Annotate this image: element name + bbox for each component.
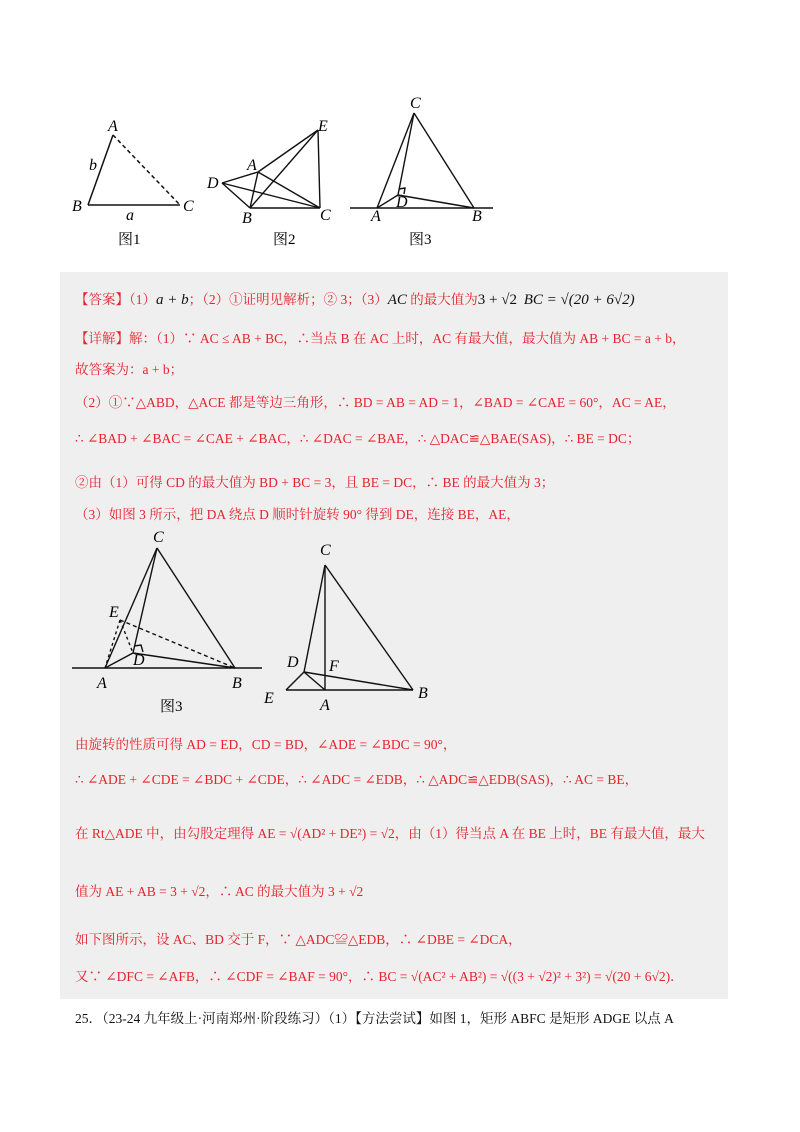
fig2-label-C: C [320, 207, 331, 224]
fig2-label-A: A [247, 157, 257, 174]
fig1-label-a: a [126, 207, 134, 224]
top-figures [0, 0, 800, 260]
line5: ∴ ∠BAD + ∠BAC = ∠CAE + ∠BAC，∴ ∠DAC = ∠BAE，∴ △DAC≌△BAE(SAS)，∴ BE = DC； [75, 431, 641, 446]
line6: ②由（1）可得 CD 的最大值为 BD + BC = 3，且 BE = DC，∴ BE 的最大值为 3； [75, 475, 555, 490]
answer-line [75, 288, 635, 309]
line2: 解：（1）∵ AC ≤ AB + BC，∴当点 B 在 AC 上时，AC 有最大值，最大值为 AB + BC = a + b， [129, 331, 686, 346]
fig3b-label-B: B [232, 675, 242, 692]
fig-right-label-B: B [418, 685, 428, 702]
line3: 故答案为：a + b； [75, 362, 184, 377]
detail-tag: 【详解】 [75, 331, 129, 346]
answer-p3-math: AC [387, 292, 407, 308]
figure-2 [222, 130, 320, 208]
line9: ∴ ∠ADE + ∠CDE = ∠BDC + ∠CDE，∴ ∠ADC = ∠EDB，∴ △ADC≌△EDB(SAS)，∴ AC = BE， [75, 772, 639, 787]
fig3b-label-C: C [153, 529, 164, 546]
answer-p1-math: a + b [156, 292, 189, 308]
fig3-label-D: D [396, 194, 408, 211]
fig-right-label-E: E [264, 690, 274, 707]
fig1-label-A: A [108, 118, 118, 135]
fig2-label-B: B [242, 210, 252, 227]
answer-p3-val: 3 + √2 [477, 292, 517, 308]
fig-right-label-C: C [320, 542, 331, 559]
fig1-label-B: B [72, 198, 82, 215]
answer-p2: ；（2）①证明见解析；② 3；（3） [188, 292, 388, 307]
line11: 值为 AE + AB = 3 + √2，∴ AC 的最大值为 3 + √2 [75, 884, 364, 899]
answer-p3-bc: BC = √(20 + 6√2) [523, 292, 635, 308]
middle-figures [60, 520, 480, 720]
fig1-caption: 图1 [118, 232, 141, 248]
answer-p1: （1） [129, 292, 156, 307]
answer-tag: 【答案】 [75, 292, 129, 307]
line7: （3）如图 3 所示，把 DA 绕点 D 顺时针旋转 90° 得到 DE，连接 BE，AE， [75, 507, 520, 522]
fig1-label-b: b [89, 157, 97, 174]
figure-1 [88, 135, 180, 205]
fig2-label-E: E [318, 118, 328, 135]
fig3b-caption: 图3 [160, 699, 183, 715]
fig1-label-C: C [183, 198, 194, 215]
fig2-caption: 图2 [273, 232, 296, 248]
fig-right-label-F: F [329, 658, 339, 675]
fig2-label-D: D [207, 175, 219, 192]
detail-line [75, 327, 686, 347]
fig3b-label-D: D [133, 652, 145, 669]
line10: 在 Rt△ADE 中，由勾股定理得 AE = √(AD² + DE²) = √2，由（1）得当点 A 在 BE 上时，BE 有最大值，最大 [75, 826, 705, 841]
fig3-label-C: C [410, 95, 421, 112]
answer-p3: 的最大值为 [406, 292, 478, 307]
fig-right-label-A: A [320, 697, 330, 714]
question-25: 25．（23-24 九年级上·河南郑州·阶段练习）（1）【方法尝试】如图 1，矩形 ABFC 是矩形 ADGE 以点 A [75, 1011, 674, 1026]
line12: 如下图所示，设 AC、BD 交于 F，∵ △ADC≌△EDB，∴ ∠DBE = ∠DCA， [75, 932, 522, 947]
line13: 又∵ ∠DFC = ∠AFB，∴ ∠CDF = ∠BAF = 90°，∴ BC = √(AC² + AB²) = √((3 + √2)² + 3²) = √(20 + 6√2)． [75, 969, 684, 984]
fig3b-label-A: A [97, 675, 107, 692]
line4: （2）①∵△ABD，△ACE 都是等边三角形，∴ BD = AB = AD = 1，∠BAD = ∠CAE = 60°，AC = AE， [75, 395, 676, 410]
line8: 由旋转的性质可得 AD = ED，CD = BD，∠ADE = ∠BDC = 90°， [75, 737, 457, 752]
fig-right-label-D: D [287, 654, 299, 671]
fig3-label-A: A [371, 208, 381, 225]
fig3b-label-E: E [109, 604, 119, 621]
fig3-label-B: B [472, 208, 482, 225]
figure-3 [350, 113, 493, 208]
figure-right-intersection [286, 565, 413, 690]
fig3-caption: 图3 [409, 232, 432, 248]
figure-3-rotation [72, 548, 262, 668]
